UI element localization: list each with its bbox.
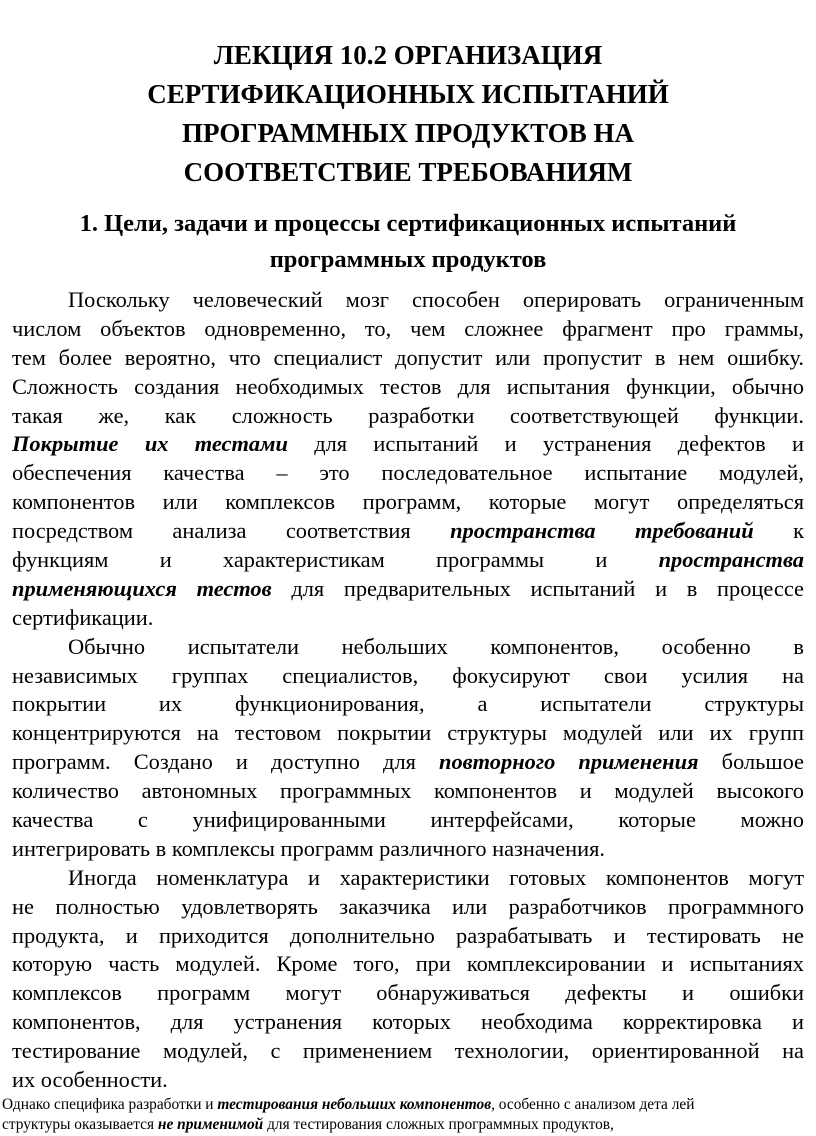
text-line: качества с унифицированными интерфейсами, которые можно [12,807,804,833]
body-text [12,286,804,1095]
emphasis: не применимой [157,1116,264,1133]
title-line: СООТВЕТСТВИЕ ТРЕБОВАНИЯМ [183,157,633,187]
text-line: Сложность создания необходимых тестов для испытания функции, обычно [12,373,804,399]
title-line: ЛЕКЦИЯ 10.2 ОРГАНИЗАЦИЯ [213,40,603,70]
footer-text [2,1095,814,1135]
title-line: СЕРТИФИКАЦИОННЫХ ИСПЫТАНИЙ [147,79,669,109]
text-line: такая же, как сложность разработки соответствующей функции. [12,402,804,428]
text-fragment: для тестирования сложных программных продуктов, [263,1116,614,1133]
text-fragment: Однако специфика разработки и [2,1096,218,1113]
text-fragment: большое [698,749,804,775]
text-fragment: для предварительных испытаний и в процессе [271,575,804,601]
text-line: продукта, и приходится дополнительно разрабатывать и тестировать не [12,922,804,948]
text-line: независимых группах специалистов, фокусируют свои усилия на [12,662,804,688]
text-line [12,430,804,459]
text-line: их особенности. [12,1067,168,1093]
text-line [12,517,804,546]
text-fragment: к [753,518,804,544]
paragraph-1 [12,286,804,633]
emphasis: пространства требований [450,518,754,544]
text-line: обеспечения качества – это последовательное испытание модулей, [12,460,804,486]
text-line: Обычно испытатели небольших компонентов, особенно в [68,633,804,659]
text-line: количество автономных программных компонентов и модулей высокого [12,778,804,804]
paragraph-3 [12,864,804,1095]
text-line [12,575,804,604]
footer-line [2,1115,814,1135]
section-heading-line: 1. Цели, задачи и процессы сертификационных испытаний [79,210,737,237]
text-line: сертификации. [12,604,154,630]
text-fragment: , особенно с анализом дета лей [491,1096,695,1113]
emphasis: Покрытие их тестами [12,431,288,457]
text-fragment: структуры оказывается [2,1116,158,1133]
text-fragment: посредством анализа соответствия [12,518,451,544]
section-heading [20,206,796,278]
title-line: ПРОГРАММНЫХ ПРОДУКТОВ НА [182,118,634,148]
emphasis: пространства [658,547,804,573]
paragraph-2 [12,633,804,864]
text-line: покрытии их функционирования, а испытатели структуры [12,691,804,717]
text-fragment: для испытаний и устранения дефектов и [287,431,804,457]
text-line: тем более вероятно, что специалист допустит или пропустит в нем ошибку. [12,344,804,370]
text-fragment: функциям и характеристикам программы и [12,547,659,573]
text-line: компонентов, для устранения которых необходима корректировка и [12,1009,804,1035]
text-line: которую часть модулей. Кроме того, при комплексировании и испытаниях [12,951,804,977]
emphasis: повторного применения [439,749,699,775]
text-line: тестирование модулей, с применением технологии, ориентированной на [12,1038,804,1064]
text-line: числом объектов одновременно, то, чем сложнее фрагмент про граммы, [12,315,804,341]
text-fragment: программ. Создано и доступно для [12,749,440,775]
emphasis: тестирования небольших компонентов [217,1096,492,1113]
section-heading-line: программных продуктов [269,246,547,273]
text-line: Поскольку человеческий мозг способен оперировать ограниченным [68,287,804,312]
text-line [12,748,804,777]
emphasis: применяющихся тестов [12,575,272,601]
text-line: концентрируются на тестовом покрытии структуры модулей или их групп [12,720,804,746]
text-line [12,546,804,575]
footer-line [2,1095,814,1115]
text-line: интегрировать в комплексы программ различного назначения. [12,835,605,861]
lecture-title [40,36,776,192]
text-line: Иногда номенклатура и характеристики готовых компонентов могут [68,864,804,890]
text-line: комплексов программ могут обнаруживаться дефекты и ошибки [12,980,804,1006]
text-line: компонентов или комплексов программ, которые могут определяться [12,489,804,515]
text-line: не полностью удовлетворять заказчика или разработчиков программного [12,893,804,919]
